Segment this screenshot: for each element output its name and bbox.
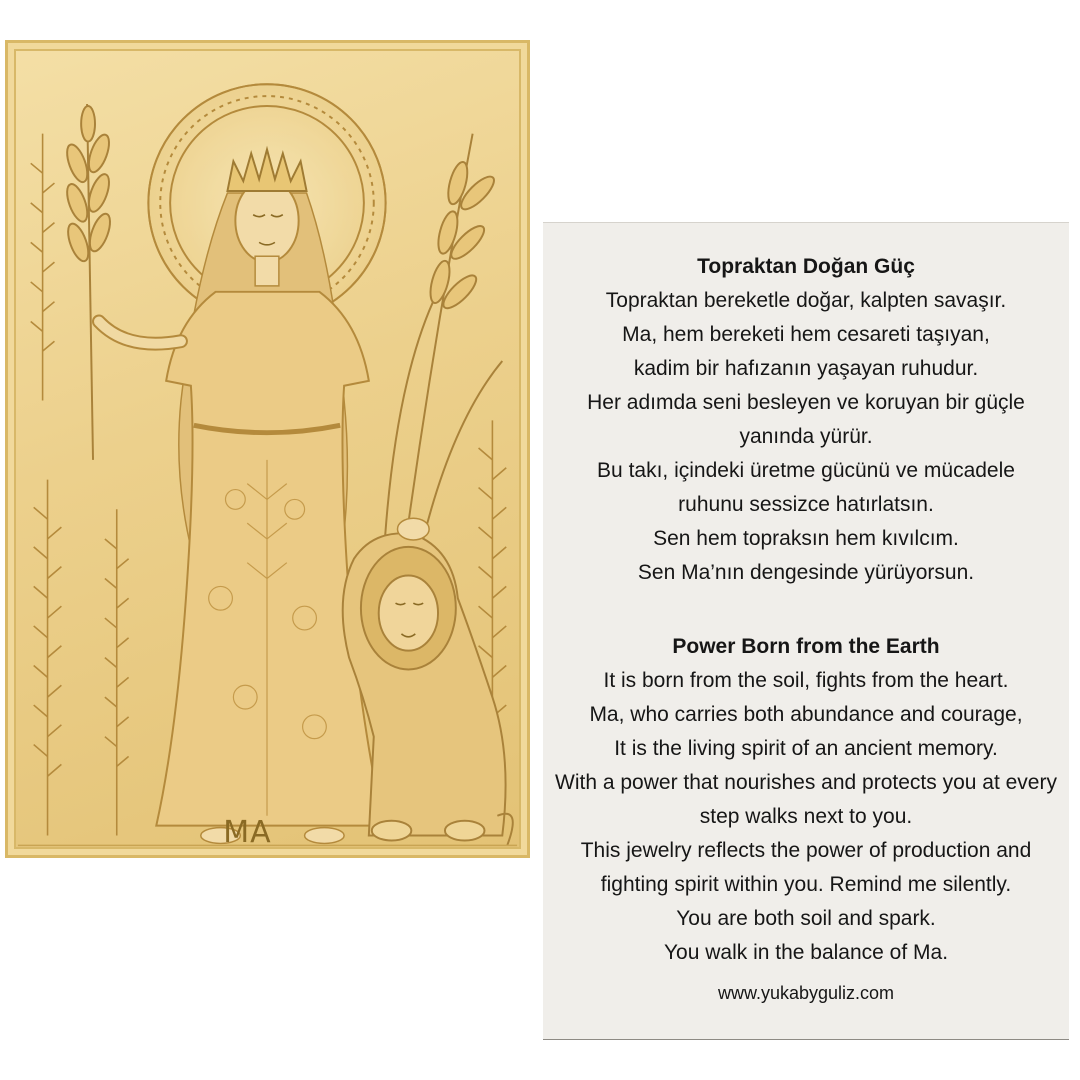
english-line: fighting spirit within you. Remind me silently. [600, 873, 1012, 896]
english-title: Power Born from the Earth [672, 635, 940, 658]
turkish-line: yanında yürür. [739, 425, 873, 448]
goddess-dress [156, 292, 383, 826]
turkish-line: Bu takı, içindeki üretme gücünü ve mücadele [597, 459, 1015, 482]
turkish-line: Sen hem topraksın hem kıvılcım. [653, 527, 959, 550]
turkish-line: Topraktan bereketle doğar, kalpten savaşır. [605, 289, 1007, 312]
poem-card [543, 222, 1069, 1040]
english-line: It is the living spirit of an ancient memory. [614, 737, 998, 760]
english-line: This jewelry reflects the power of production and [580, 839, 1032, 862]
english-line: You walk in the balance of Ma. [663, 941, 949, 964]
turkish-title: Topraktan Doğan Güç [697, 255, 915, 278]
english-line: You are both soil and spark. [676, 907, 936, 930]
turkish-line: Ma, hem bereketi hem cesareti taşıyan, [622, 323, 990, 346]
english-poem [543, 630, 1069, 970]
goddess-lion-illustration [8, 43, 527, 855]
english-line: Ma, who carries both abundance and courage, [589, 703, 1023, 726]
english-line: With a power that nourishes and protects you at every [555, 771, 1057, 794]
website-link[interactable]: www.yukabyguliz.com [717, 983, 895, 1003]
goddess-card-image [5, 40, 530, 858]
turkish-line: Sen Ma’nın dengesinde yürüyorsun. [637, 561, 975, 584]
turkish-line: ruhunu sessizce hatırlatsın. [678, 493, 934, 516]
english-line: It is born from the soil, fights from the heart. [603, 669, 1009, 692]
goddess-hand [397, 518, 429, 540]
card-label-ma: MA [223, 815, 272, 850]
turkish-line: Her adımda seni besleyen ve koruyan bir güçle [587, 391, 1025, 414]
turkish-poem [543, 250, 1069, 590]
wheat-staff [63, 104, 114, 460]
turkish-line: kadim bir hafızanın yaşayan ruhudur. [633, 357, 979, 380]
wheat-right [384, 134, 503, 559]
english-line: step walks next to you. [699, 805, 913, 828]
